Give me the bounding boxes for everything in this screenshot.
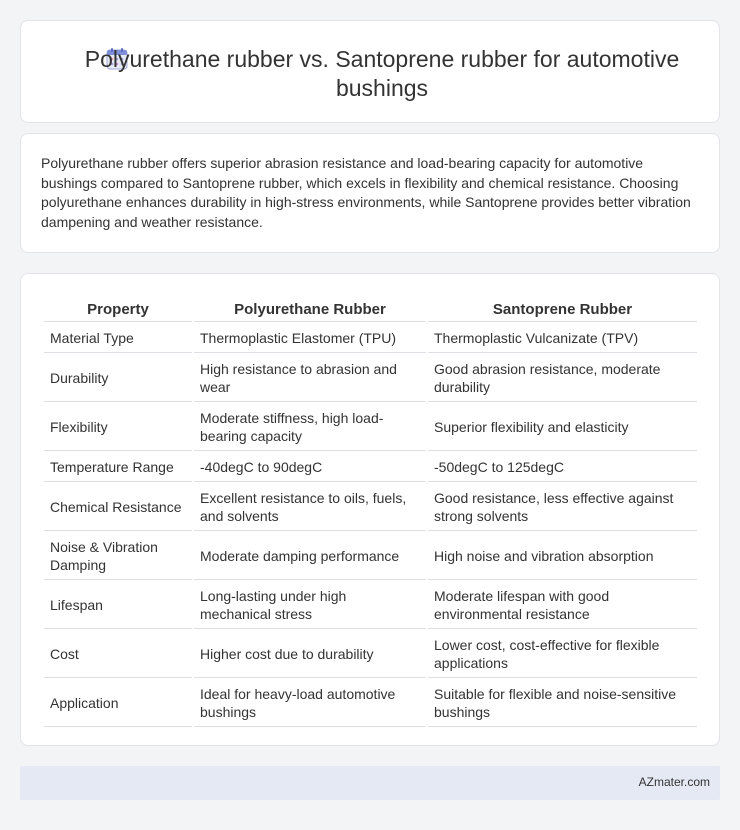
page-title: Polyurethane rubber vs. Santoprene rubber for automotive bushings bbox=[84, 46, 680, 101]
table-row bbox=[44, 404, 697, 451]
title-card bbox=[20, 20, 720, 123]
table-row bbox=[44, 631, 697, 678]
property-cell: Durability bbox=[44, 355, 192, 402]
polyurethane-cell: Moderate damping performance bbox=[194, 533, 426, 580]
column-header-property: Property bbox=[44, 298, 192, 322]
santoprene-cell: Suitable for flexible and noise-sensitive bushings bbox=[428, 680, 697, 727]
table-row bbox=[44, 582, 697, 629]
comparison-table-card bbox=[20, 273, 720, 746]
property-cell: Lifespan bbox=[44, 582, 192, 629]
polyurethane-cell: Long-lasting under high mechanical stress bbox=[194, 582, 426, 629]
polyurethane-cell: Excellent resistance to oils, fuels, and solvents bbox=[194, 484, 426, 531]
property-cell: Noise & Vibration Damping bbox=[44, 533, 192, 580]
property-cell: Cost bbox=[44, 631, 192, 678]
santoprene-cell: Good abrasion resistance, moderate durability bbox=[428, 355, 697, 402]
summary-text: Polyurethane rubber offers superior abrasion resistance and load-bearing capacity for automotive bushings compared to Santoprene rubber, which excels in flexibility and chemical resistance. Choosing polyurethane enhances durability in high-stress environments, while Santoprene provides better vibration dampening and weather resistance. bbox=[41, 155, 691, 230]
column-header-polyurethane: Polyurethane Rubber bbox=[194, 298, 426, 322]
santoprene-cell: Thermoplastic Vulcanizate (TPV) bbox=[428, 324, 697, 353]
table-row bbox=[44, 484, 697, 531]
polyurethane-cell: High resistance to abrasion and wear bbox=[194, 355, 426, 402]
summary-card bbox=[20, 133, 720, 253]
footer-brand[interactable]: AZmater.com bbox=[638, 775, 710, 789]
table-header-row bbox=[44, 298, 697, 322]
santoprene-cell: Moderate lifespan with good environmental resistance bbox=[428, 582, 697, 629]
table-row bbox=[44, 453, 697, 482]
table-row bbox=[44, 533, 697, 580]
column-header-santoprene: Santoprene Rubber bbox=[428, 298, 697, 322]
polyurethane-cell: -40degC to 90degC bbox=[194, 453, 426, 482]
table-row bbox=[44, 355, 697, 402]
table-row bbox=[44, 324, 697, 353]
comparison-table bbox=[42, 296, 699, 729]
property-cell: Chemical Resistance bbox=[44, 484, 192, 531]
property-cell: Temperature Range bbox=[44, 453, 192, 482]
santoprene-cell: Superior flexibility and elasticity bbox=[428, 404, 697, 451]
property-cell: Application bbox=[44, 680, 192, 727]
polyurethane-cell: Thermoplastic Elastomer (TPU) bbox=[194, 324, 426, 353]
table-row bbox=[44, 680, 697, 727]
property-cell: Material Type bbox=[44, 324, 192, 353]
polyurethane-cell: Higher cost due to durability bbox=[194, 631, 426, 678]
santoprene-cell: -50degC to 125degC bbox=[428, 453, 697, 482]
santoprene-cell: High noise and vibration absorption bbox=[428, 533, 697, 580]
santoprene-cell: Good resistance, less effective against strong solvents bbox=[428, 484, 697, 531]
santoprene-cell: Lower cost, cost-effective for flexible applications bbox=[428, 631, 697, 678]
polyurethane-cell: Moderate stiffness, high load-bearing capacity bbox=[194, 404, 426, 451]
polyurethane-cell: Ideal for heavy-load automotive bushings bbox=[194, 680, 426, 727]
property-cell: Flexibility bbox=[44, 404, 192, 451]
footer-bar bbox=[20, 766, 720, 800]
